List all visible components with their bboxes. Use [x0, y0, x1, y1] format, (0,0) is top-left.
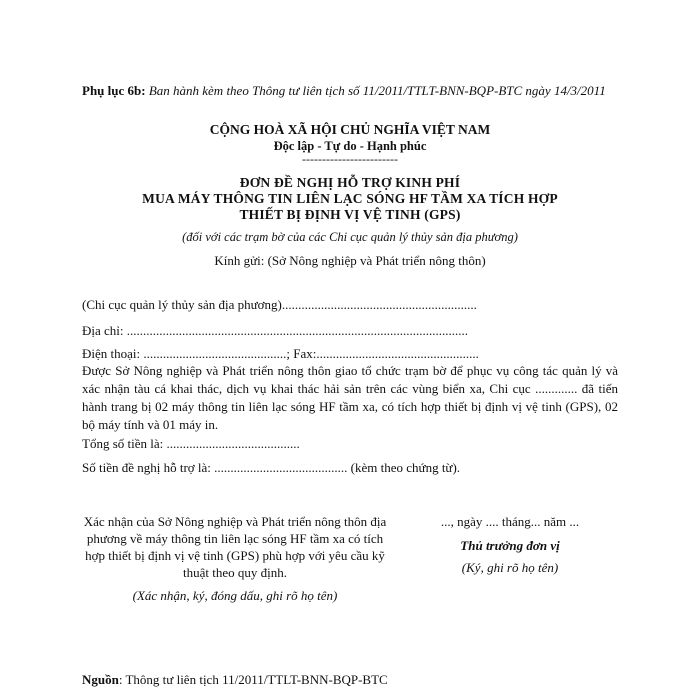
header-separator: ------------------------	[302, 152, 398, 166]
requested-amount-field: Số tiền đề nghị hỗ trợ là: ......................................... (kèm theo chứng từ).	[82, 460, 461, 475]
signature-note: (Ký, ghi rõ họ tên)	[461, 560, 559, 575]
appendix-note	[82, 82, 618, 99]
form-title-line-2: MUA MÁY THÔNG TIN LIÊN LẠC SÓNG HF TẦM XA TÍCH HỢP	[142, 191, 558, 206]
body-paragraph: Được Sở Nông nghiệp và Phát triển nông thôn giao tổ chức trạm bờ để phục vụ công tác quản lý và xác nhận tàu cá khai thác, dịch vụ khai thác hải sản trên các vùng biển xa, Chi cục ............. đã tiến hành trang bị 02 máy thông tin liên lạc sóng HF tầm xa, có tích hợp thiết bị định vị vệ tinh (GPS), 02 bộ máy tính và 01 máy in.	[82, 363, 618, 432]
source-text: : Thông tư liên tịch 11/2011/TTLT-BNN-BQP-BTC	[118, 672, 388, 687]
form-subtitle: (đối với các trạm bờ của các Chi cục quản lý thủy sản địa phương)	[182, 230, 518, 244]
agency-name-field: (Chi cục quản lý thủy sản địa phương)............................................................	[82, 297, 477, 312]
date-line: ..., ngày .... tháng... năm ...	[440, 514, 580, 529]
confirmation-block	[82, 513, 388, 604]
recipient-line: Kính gửi: (Sở Nông nghiệp và Phát triển nông thôn)	[214, 253, 486, 268]
document-page	[82, 0, 618, 700]
signature-block	[400, 513, 620, 576]
source-line	[82, 672, 618, 688]
address-field: Địa chỉ: .........................................................................................................	[82, 323, 469, 338]
country-name: CỘNG HOÀ XÃ HỘI CHỦ NGHĨA VIỆT NAM	[209, 122, 491, 137]
confirmation-text: Xác nhận của Sở Nông nghiệp và Phát triển nông thôn địa phương về máy thông tin liên lạc sóng HF tầm xa có tích hợp thiết bị định vị vệ tinh (GPS) phù hợp với yêu cầu kỹ thuật theo quy định.	[83, 514, 387, 580]
appendix-text: Ban hành kèm theo Thông tư liên tịch số 11/2011/TTLT-BNN-BQP-BTC ngày 14/3/2011	[145, 83, 606, 98]
appendix-label: Phụ lục 6b:	[82, 83, 146, 98]
national-motto: Độc lập - Tự do - Hạnh phúc	[273, 139, 427, 153]
form-title-line-3: THIẾT BỊ ĐỊNH VỊ VỆ TINH (GPS)	[239, 207, 461, 222]
confirmation-note: (Xác nhận, ký, đóng dấu, ghi rõ họ tên)	[132, 588, 338, 603]
source-label: Nguồn	[82, 672, 119, 687]
unit-head-title: Thủ trưởng đơn vị	[460, 538, 560, 553]
form-title-line-1: ĐƠN ĐỀ NGHỊ HỖ TRỢ KINH PHÍ	[239, 175, 461, 190]
phone-fax-field: Điện thoại: ............................................; Fax:..................................................	[82, 346, 479, 361]
total-amount-field: Tổng số tiền là: .........................................	[82, 436, 300, 451]
